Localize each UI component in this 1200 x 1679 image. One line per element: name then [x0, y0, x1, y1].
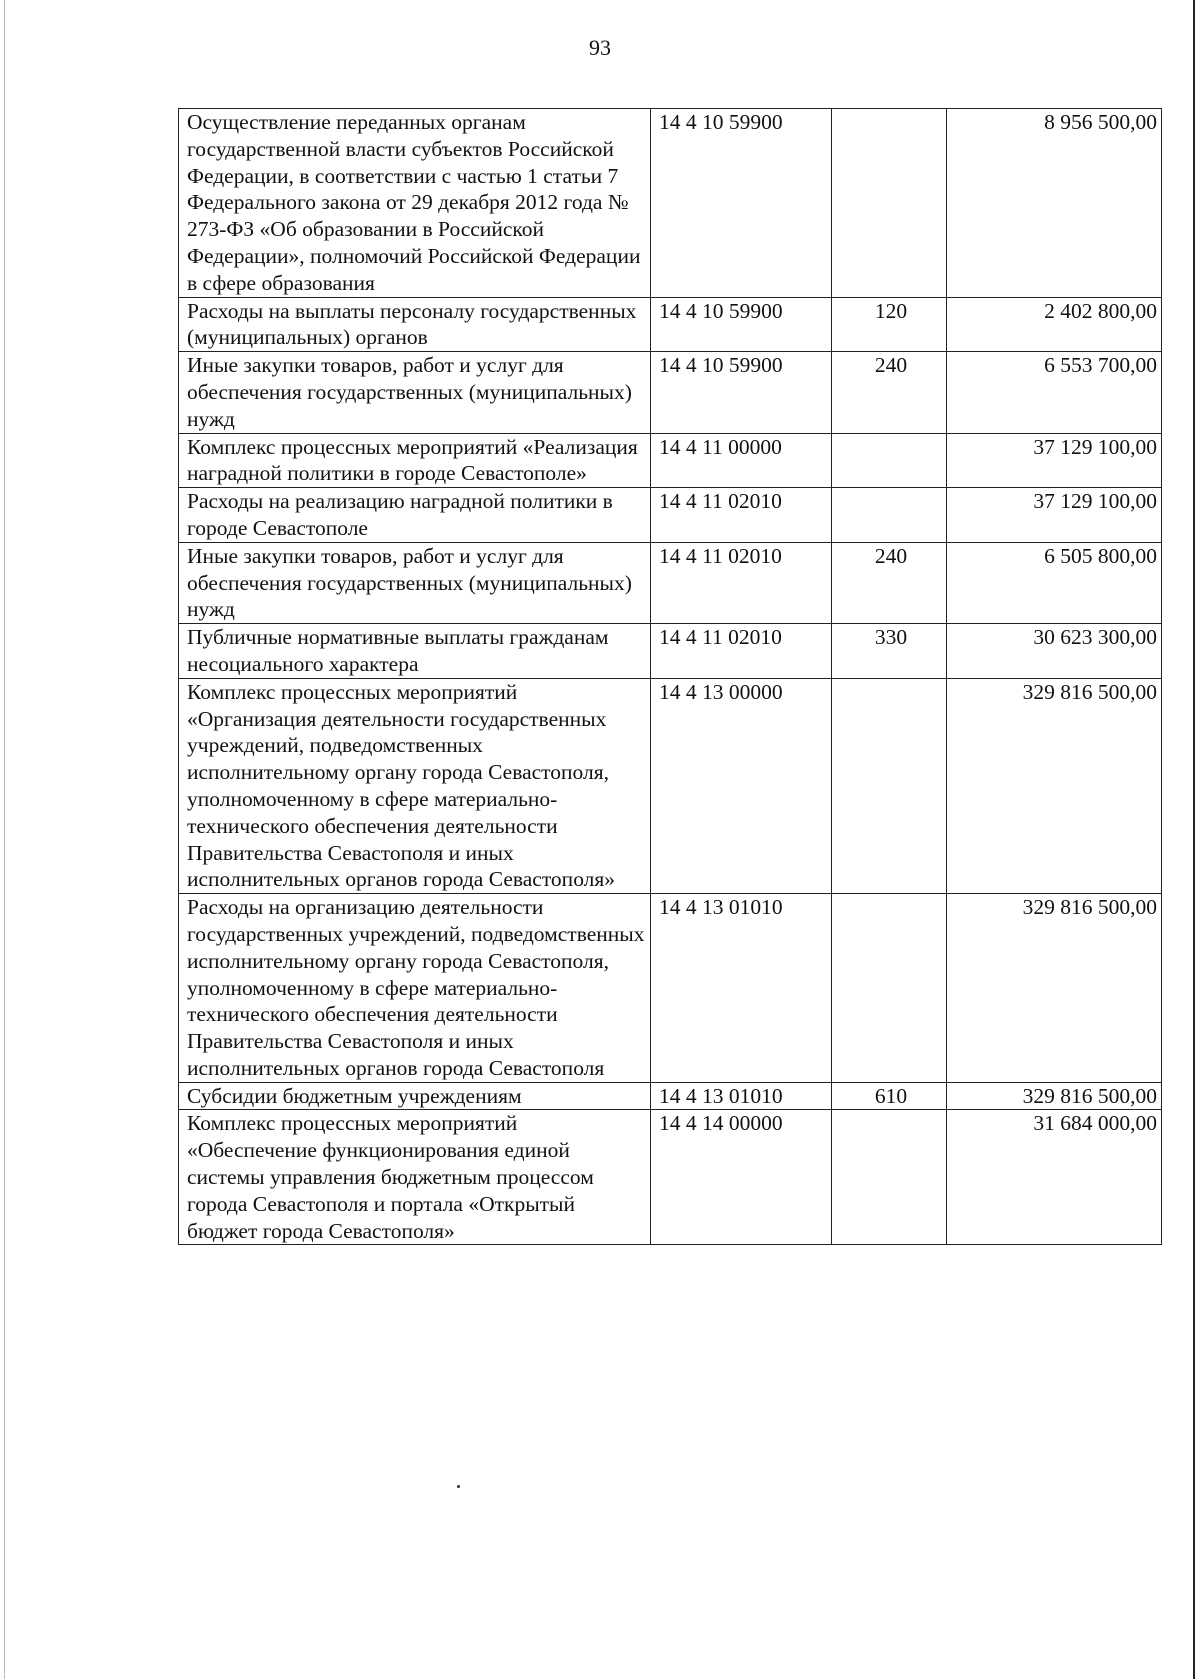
row-name: Комплекс процессных мероприятий «Обеспечение функционирования единой системы управления бюджетным процессом города Севастополя и портала «Открытый бюджет города Севастополя» [179, 1110, 651, 1245]
table-row [179, 1082, 1162, 1110]
table-row [179, 433, 1162, 488]
row-code: 14 4 10 59900 [651, 352, 832, 433]
table-row [179, 352, 1162, 433]
row-name: Иные закупки товаров, работ и услуг для обеспечения государственных (муниципальных) нужд [179, 352, 651, 433]
row-sum: 329 816 500,00 [947, 678, 1162, 893]
row-code: 14 4 11 02010 [651, 542, 832, 623]
row-name: Расходы на организацию деятельности государственных учреждений, подведомственных исполнительному органу города Севастополя, уполномоченному в сфере материально-технического обеспечения деятельности Правительства Севастополя и иных исполнительных органов города Севастополя [179, 894, 651, 1083]
row-expense-type [832, 678, 947, 893]
table-row [179, 894, 1162, 1083]
row-sum: 31 684 000,00 [947, 1110, 1162, 1245]
table-row [179, 1110, 1162, 1245]
row-sum: 37 129 100,00 [947, 433, 1162, 488]
row-expense-type: 330 [832, 624, 947, 679]
row-expense-type: 120 [832, 297, 947, 352]
row-name: Комплекс процессных мероприятий «Организация деятельности государственных учреждений, подведомственных исполнительному органу города Севастополя, уполномоченному в сфере материально-технического обеспечения деятельности Правительства Севастополя и иных исполнительных органов города Севастополя» [179, 678, 651, 893]
table-row [179, 109, 1162, 298]
row-name: Комплекс процессных мероприятий «Реализация наградной политики в городе Севастополе» [179, 433, 651, 488]
row-expense-type: 610 [832, 1082, 947, 1110]
row-expense-type [832, 433, 947, 488]
row-code: 14 4 11 02010 [651, 624, 832, 679]
row-expense-type: 240 [832, 542, 947, 623]
row-sum: 30 623 300,00 [947, 624, 1162, 679]
row-expense-type [832, 488, 947, 543]
table-row [179, 297, 1162, 352]
row-code: 14 4 11 00000 [651, 433, 832, 488]
table-row [179, 488, 1162, 543]
row-code: 14 4 10 59900 [651, 109, 832, 298]
row-name: Субсидии бюджетным учреждениям [179, 1082, 651, 1110]
row-code: 14 4 13 01010 [651, 1082, 832, 1110]
scan-edge-left [4, 0, 5, 1679]
budget-table [178, 108, 1162, 1245]
row-sum: 2 402 800,00 [947, 297, 1162, 352]
row-sum: 6 505 800,00 [947, 542, 1162, 623]
row-name: Расходы на реализацию наградной политики в городе Севастополе [179, 488, 651, 543]
row-name: Публичные нормативные выплаты гражданам несоциального характера [179, 624, 651, 679]
row-sum: 37 129 100,00 [947, 488, 1162, 543]
row-name: Расходы на выплаты персоналу государственных (муниципальных) органов [179, 297, 651, 352]
row-code: 14 4 14 00000 [651, 1110, 832, 1245]
row-expense-type [832, 1110, 947, 1245]
table-row [179, 678, 1162, 893]
row-code: 14 4 13 01010 [651, 894, 832, 1083]
row-sum: 329 816 500,00 [947, 894, 1162, 1083]
row-code: 14 4 11 02010 [651, 488, 832, 543]
table-row [179, 624, 1162, 679]
table-row [179, 542, 1162, 623]
row-expense-type [832, 894, 947, 1083]
scan-edge-right [1193, 0, 1195, 1679]
row-expense-type: 240 [832, 352, 947, 433]
row-expense-type [832, 109, 947, 298]
scan-speck [457, 1485, 460, 1488]
row-name: Иные закупки товаров, работ и услуг для обеспечения государственных (муниципальных) нужд [179, 542, 651, 623]
row-code: 14 4 10 59900 [651, 297, 832, 352]
row-sum: 6 553 700,00 [947, 352, 1162, 433]
page-number: 93 [589, 35, 611, 60]
row-name: Осуществление переданных органам государственной власти субъектов Российской Федерации, в соответствии с частью 1 статьи 7 Федерального закона от 29 декабря 2012 года № 273-ФЗ «Об образовании в Российской Федерации», полномочий Российской Федерации в сфере образования [179, 109, 651, 298]
row-code: 14 4 13 00000 [651, 678, 832, 893]
row-sum: 329 816 500,00 [947, 1082, 1162, 1110]
row-sum: 8 956 500,00 [947, 109, 1162, 298]
